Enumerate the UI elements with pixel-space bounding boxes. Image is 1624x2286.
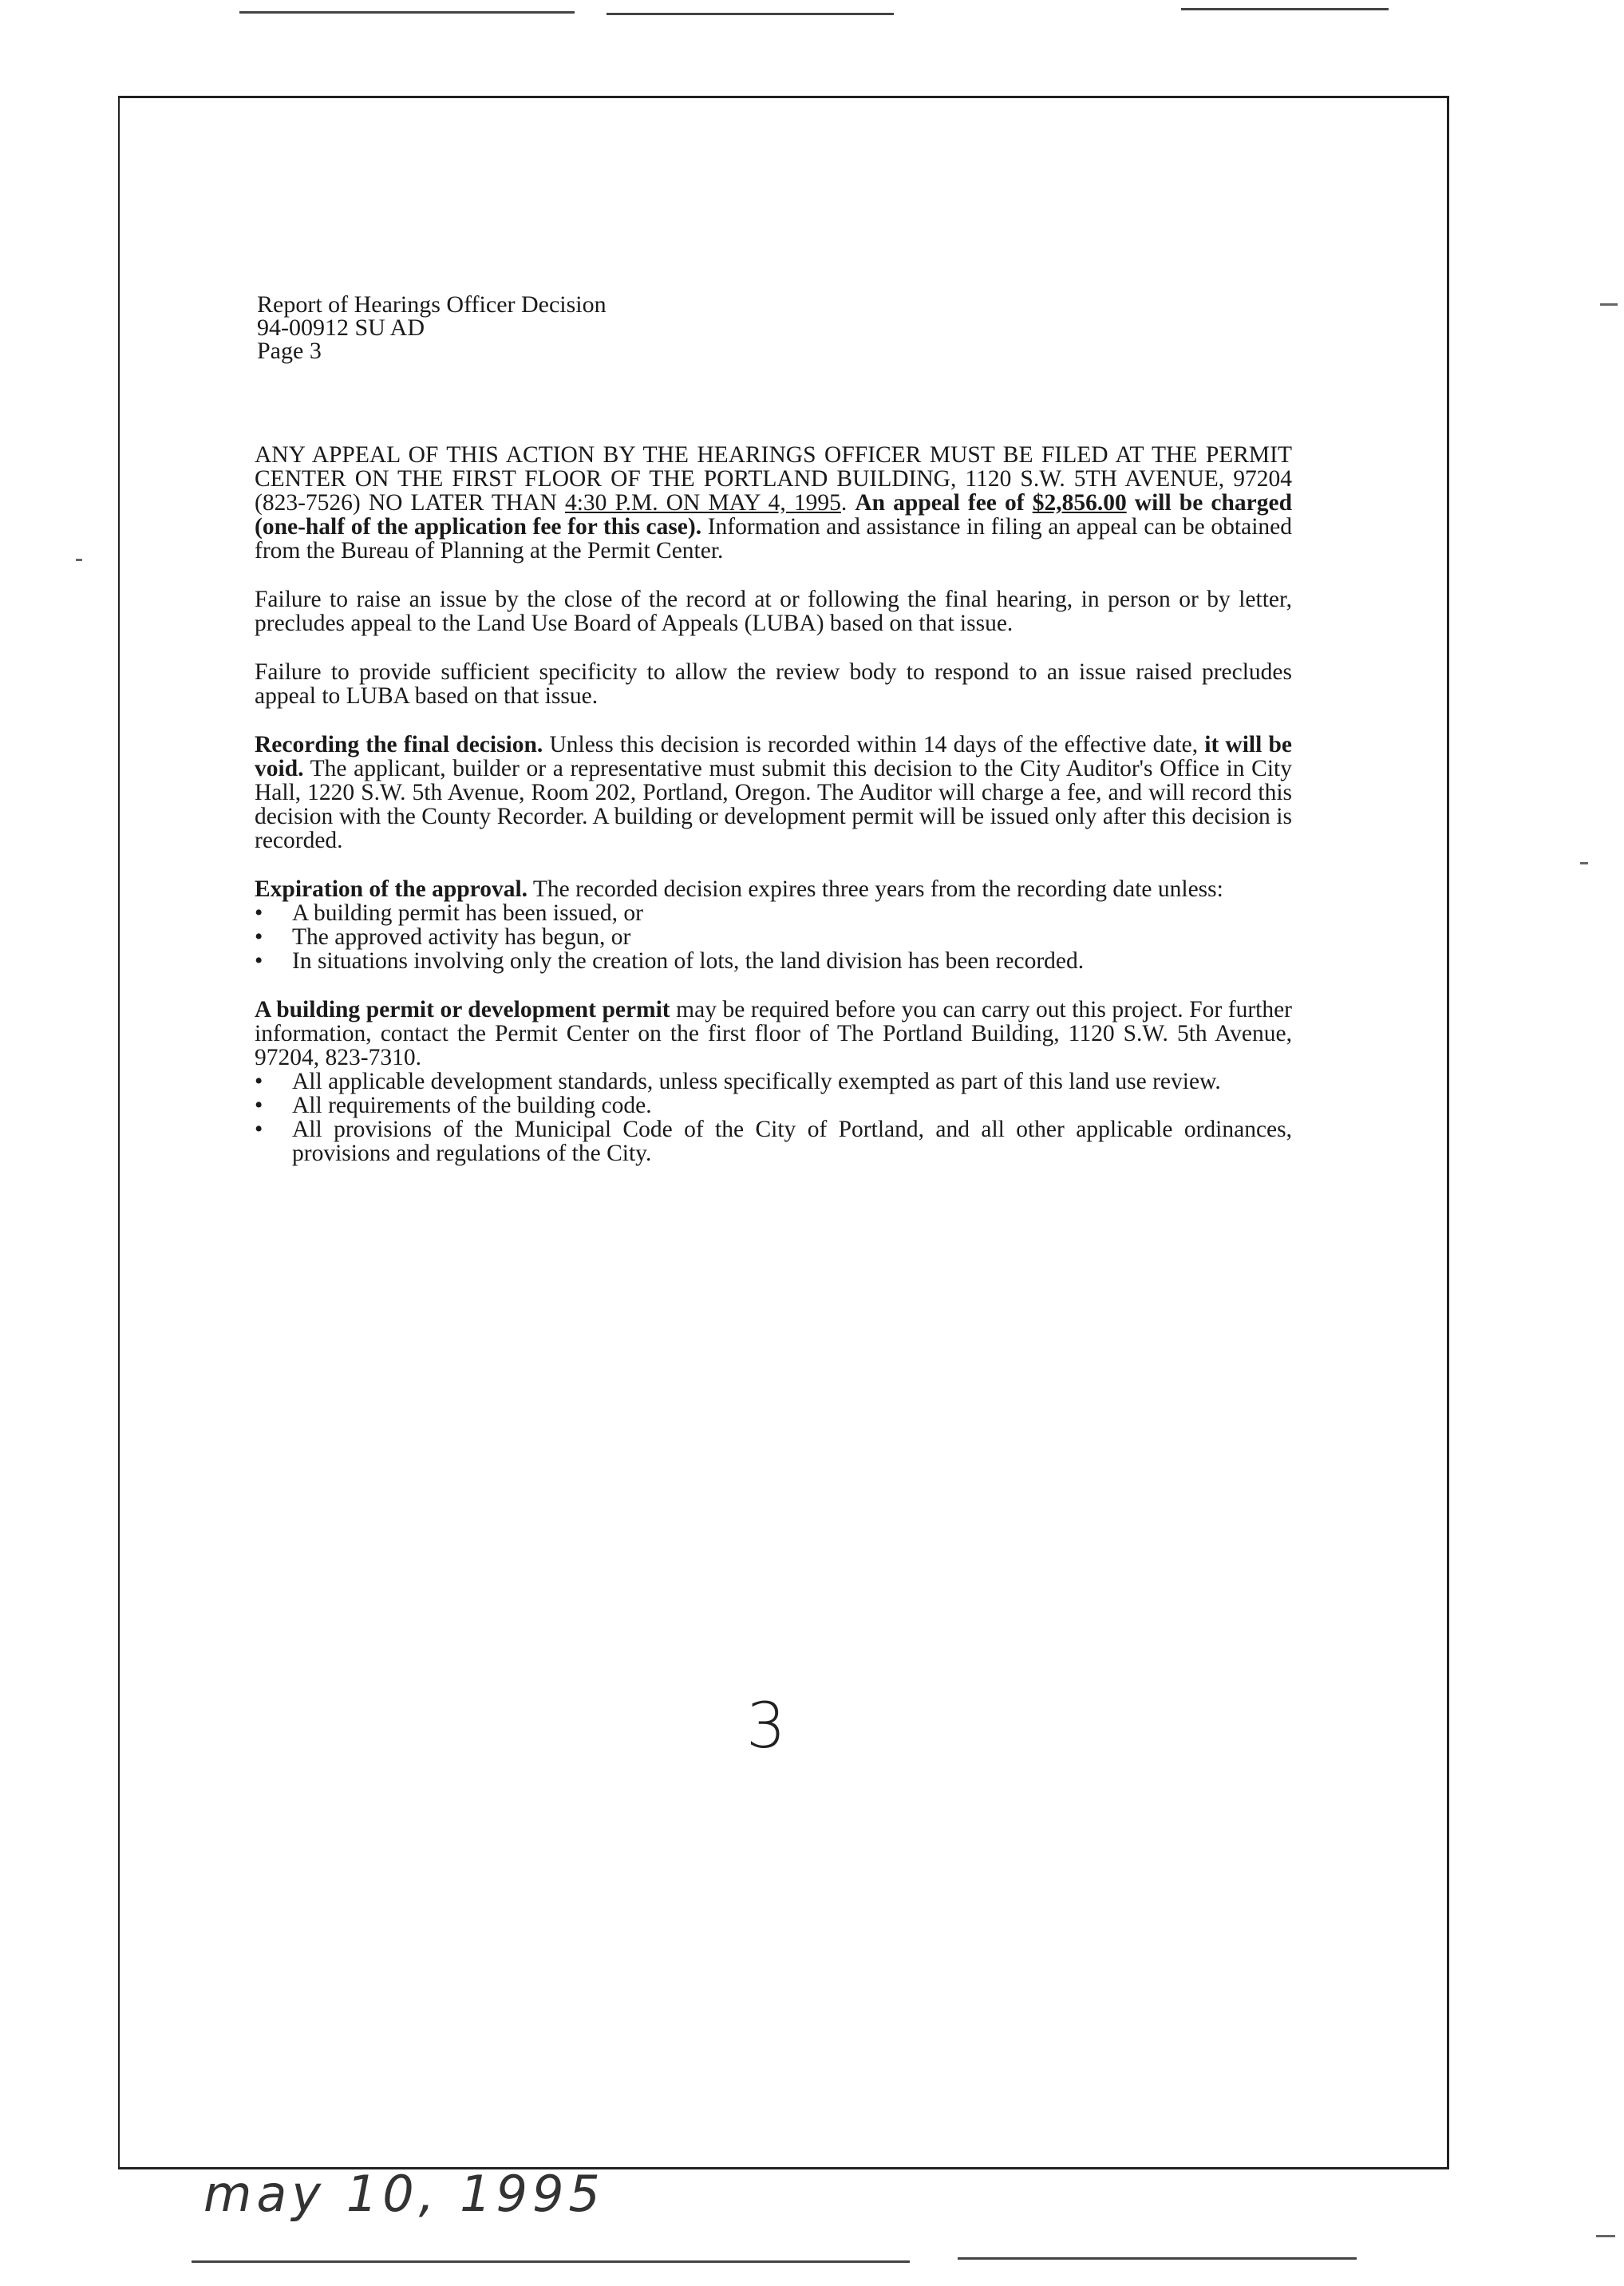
building-permit-intro: A building permit or development permit may be required before you can carry out this project. For further information, contact the Permit Center on the first floor of The Portland Building, 1120 S.W. 5th Avenue, 97204, 823-7310. [255, 997, 1293, 1070]
scan-artifact-top [607, 13, 894, 15]
building-permit-heading: A building permit or development permit [255, 997, 670, 1022]
list-item: • All requirements of the building code. [255, 1094, 1292, 1117]
scan-artifact-margin [76, 559, 82, 561]
scan-artifact-bottom [958, 2257, 1357, 2260]
expiration-section [255, 877, 1292, 973]
scan-artifact-margin [1596, 2235, 1615, 2237]
list-item: • In situations involving only the creation of lots, the land division has been recorded. [255, 949, 1292, 973]
handwritten-date: may 10, 1995 [203, 2165, 605, 2223]
document-header [257, 293, 607, 362]
expiration-list [255, 901, 1292, 973]
expiration-intro: Expiration of the approval. The recorded decision expires three years from the recording date unless: [255, 876, 1223, 902]
building-permit-list [255, 1070, 1292, 1165]
document-body [255, 443, 1292, 1190]
expiration-heading: Expiration of the approval. [255, 876, 528, 902]
list-item: • A building permit has been issued, or [255, 901, 1292, 925]
failure-raise-paragraph: Failure to raise an issue by the close of the record at or following the final hearing, in person or by letter, precludes appeal to the Land Use Board of Appeals (LUBA) based on that issue. [255, 587, 1292, 636]
scan-artifact-margin [1600, 303, 1618, 306]
building-permit-section [255, 998, 1292, 1165]
scan-artifact-margin [1580, 862, 1588, 864]
appeal-paragraph: ANY APPEAL OF THIS ACTION BY THE HEARINGS OFFICER MUST BE FILED AT THE PERMIT CENTER ON THE FIRST FLOOR OF THE PORTLAND BUILDING, 1120 S.W. 5TH AVENUE, 97204 (823-7526) NO LATER THAN 4:30 P.M. ON MAY 4, 1995. An appeal fee of $2,856.00 will be charged (one-half of the application fee for this case). Information and assistance in filing an appeal can be obtained from the Bureau of Planning at the Permit Center. [255, 442, 1293, 564]
list-item: • All applicable development standards, unless specifically exempted as part of this land use review. [255, 1070, 1292, 1094]
list-item: • The approved activity has begun, or [255, 925, 1292, 949]
scan-artifact-bottom [192, 2260, 910, 2263]
page-label: Page 3 [257, 338, 322, 364]
failure-specificity-paragraph: Failure to provide sufficient specificity to allow the review body to respond to an issue raised precludes appeal to LUBA based on that issue. [255, 659, 1292, 709]
appeal-deadline: 4:30 P.M. ON MAY 4, 1995 [564, 490, 841, 516]
list-item: • All provisions of the Municipal Code of the City of Portland, and all other applicable ordinances, provisions and regulations of the City. [255, 1117, 1292, 1165]
appeal-fee-amount: $2,856.00 [1032, 490, 1127, 516]
recording-heading: Recording the final decision. [255, 732, 543, 757]
handwritten-page-number: 3 [746, 1691, 786, 1762]
scan-artifact-top [239, 11, 575, 14]
scan-artifact-top [1181, 8, 1389, 10]
report-title: Report of Hearings Officer Decision [257, 291, 607, 318]
recording-paragraph: Recording the final decision. Unless this decision is recorded within 14 days of the effective date, it will be void. The applicant, builder or a representative must submit this decision to the City Auditor's Office in City Hall, 1220 S.W. 5th Avenue, Room 202, Portland, Oregon. The Auditor will charge a fee, and will record this decision with the County Recorder. A building or development permit will be issued only after this decision is recorded. [255, 732, 1292, 853]
case-number: 94-00912 SU AD [257, 314, 425, 341]
